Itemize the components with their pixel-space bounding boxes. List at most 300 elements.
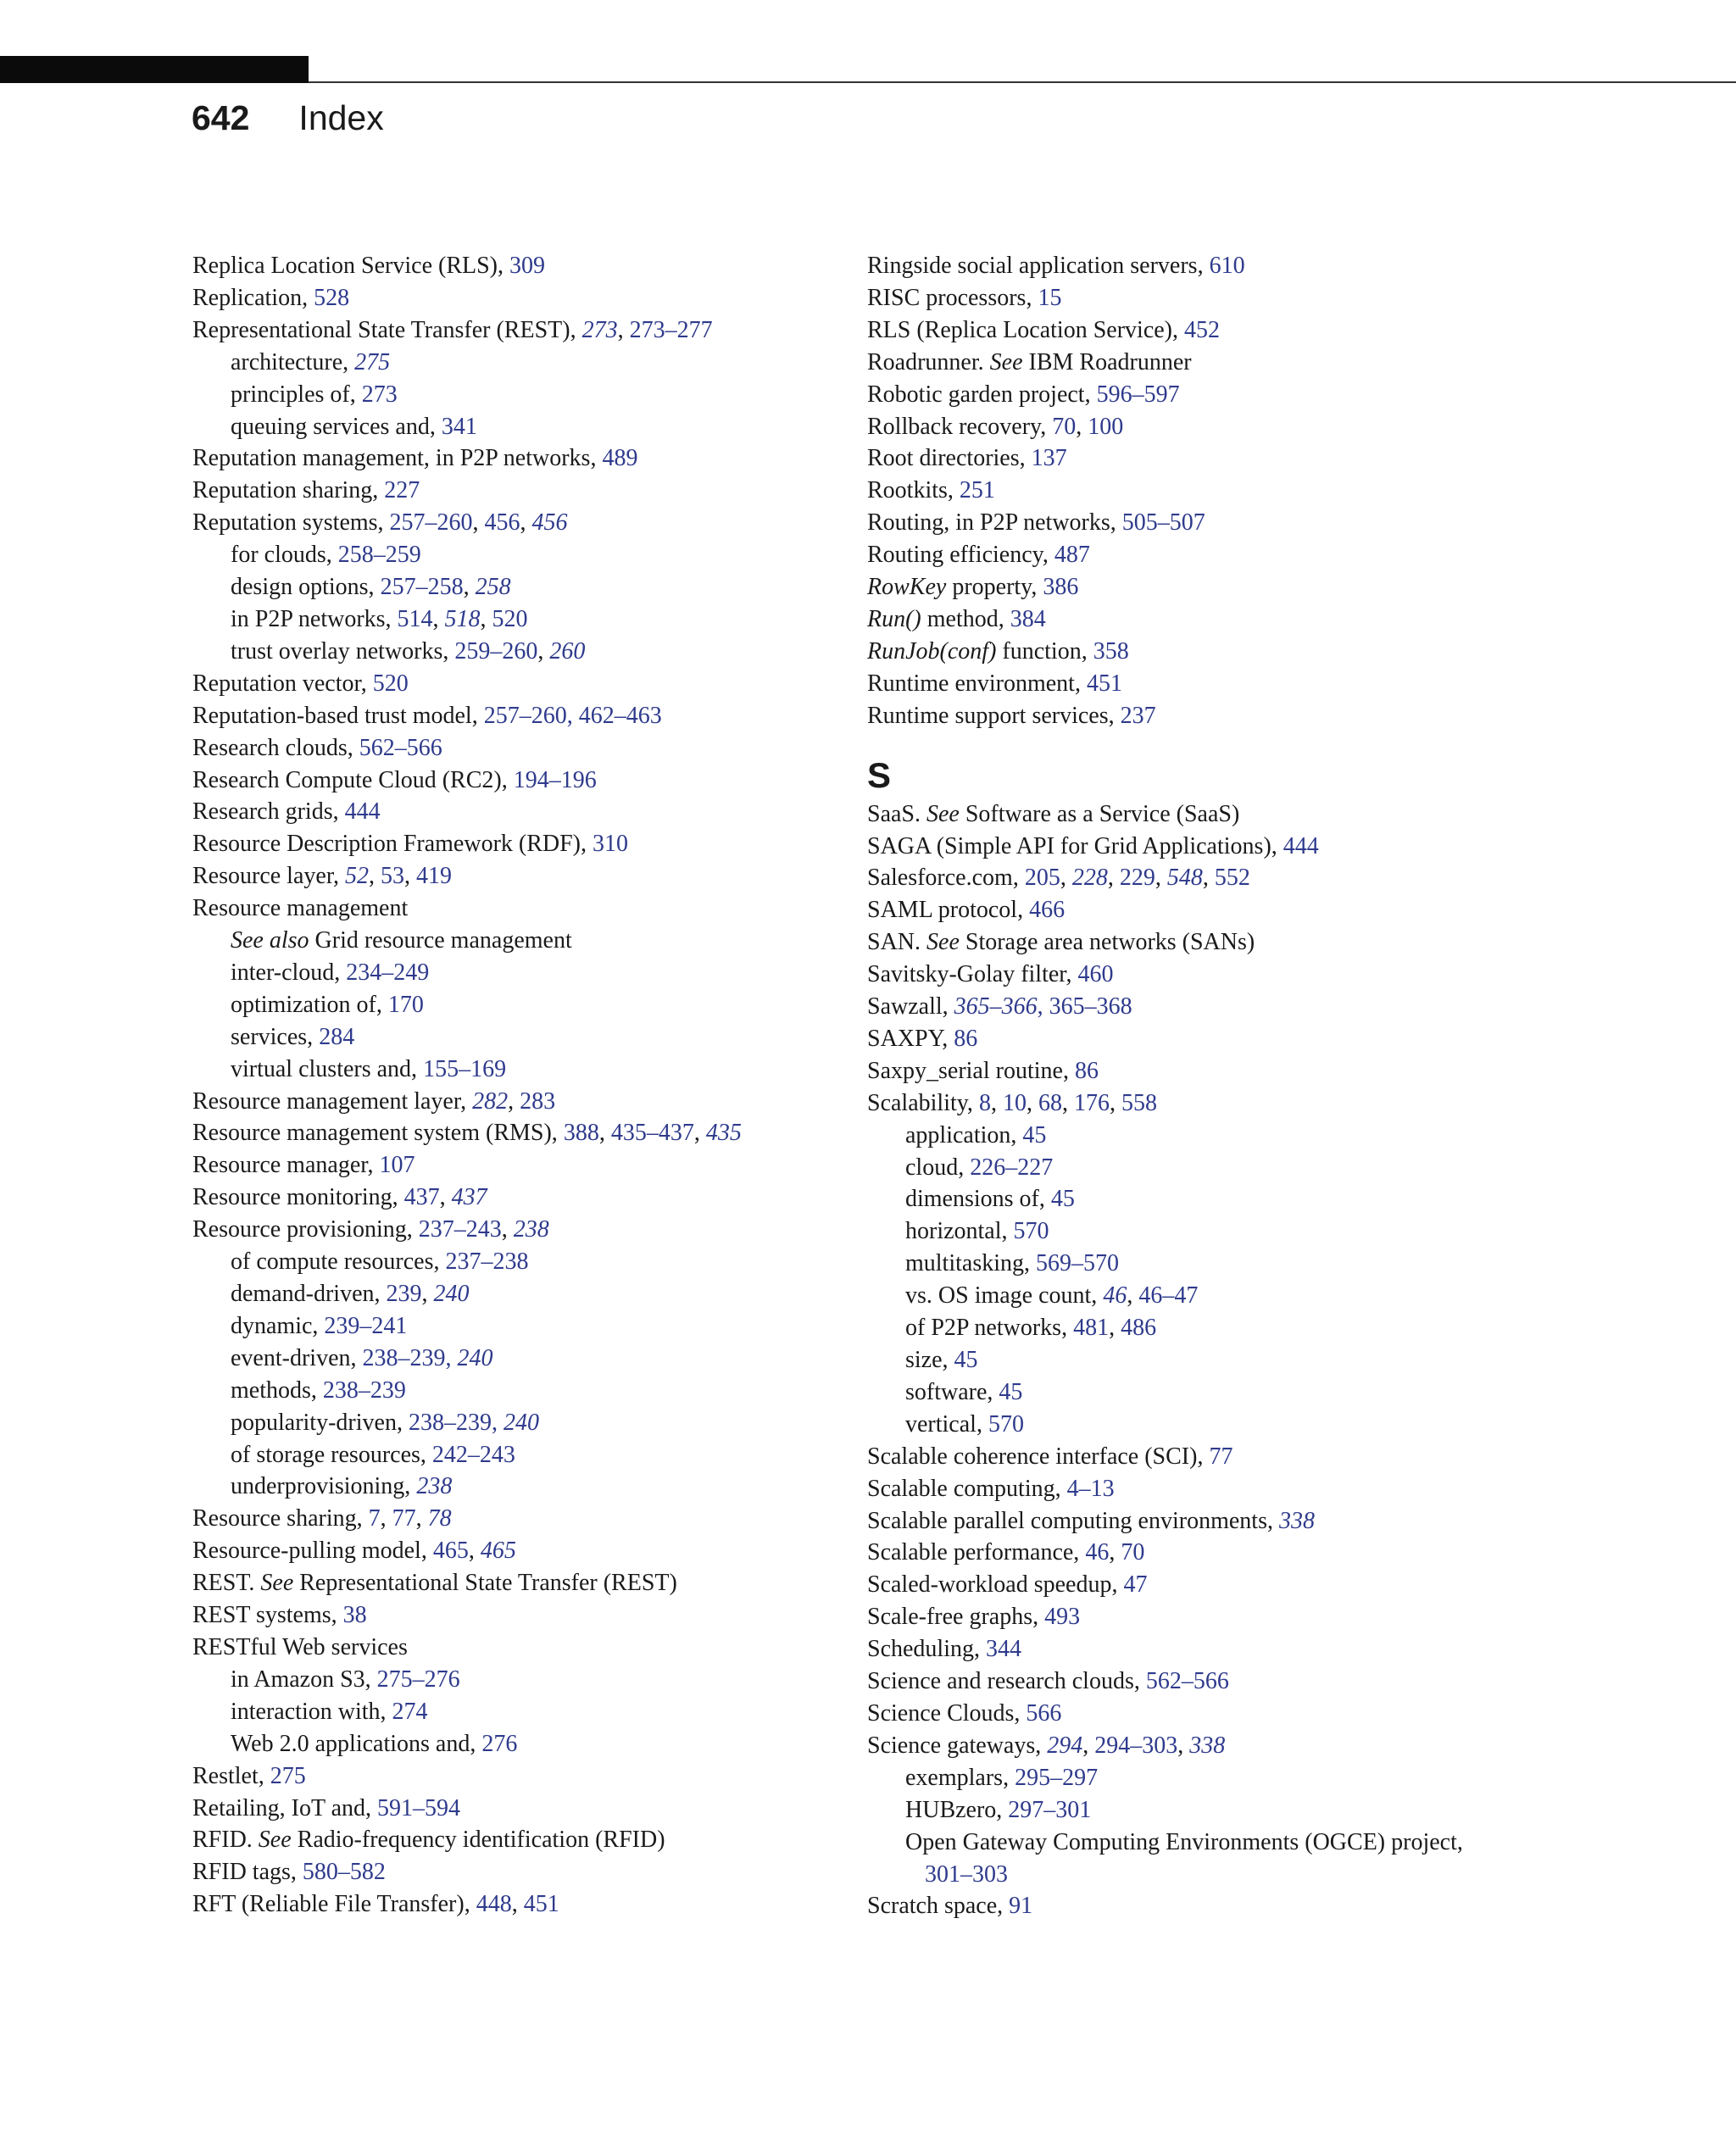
page-reference[interactable]: 520: [372, 670, 409, 697]
index-subentry: [192, 347, 837, 379]
index-entry: [192, 1567, 837, 1599]
page-reference[interactable]: 238: [513, 1216, 549, 1243]
page-reference[interactable]: 548: [1166, 865, 1203, 892]
entry-term: Resource management layer,: [192, 1087, 473, 1115]
page-reference[interactable]: 481: [1073, 1315, 1110, 1342]
entry-term: REST systems,: [192, 1602, 343, 1629]
index-subentry: [192, 1696, 837, 1728]
page-reference[interactable]: 273: [361, 381, 398, 408]
index-subentry: [192, 989, 837, 1021]
page-reference[interactable]: 229: [1119, 865, 1155, 892]
index-entry-continuation: [867, 1859, 1715, 1891]
index-subentry: [192, 1471, 837, 1503]
entry-term: ,: [520, 509, 532, 537]
page-reference[interactable]: 276: [481, 1730, 518, 1757]
entry-term: ,: [1177, 1732, 1190, 1759]
page-reference[interactable]: 240: [503, 1409, 539, 1436]
index-entry: [867, 894, 1715, 926]
page-reference[interactable]: 240: [457, 1344, 493, 1371]
page-reference[interactable]: 596–597: [1096, 381, 1180, 408]
page-reference[interactable]: 10: [1002, 1089, 1027, 1116]
index-entry: [867, 991, 1715, 1023]
page-reference[interactable]: 365–366: [954, 993, 1038, 1020]
page-reference[interactable]: 283: [520, 1087, 556, 1115]
index-entry: [192, 860, 837, 893]
page-reference[interactable]: 238: [416, 1473, 453, 1500]
page-reference[interactable]: 86: [954, 1025, 978, 1052]
index-entry: [192, 1793, 837, 1825]
index-entry: [192, 250, 837, 282]
see-reference: Run(): [867, 605, 921, 632]
page-reference[interactable]: 610: [1209, 253, 1245, 279]
entry-term: Software as a Service (SaaS): [959, 800, 1240, 827]
page-reference[interactable]: 47: [1123, 1571, 1148, 1599]
index-entry: [867, 926, 1715, 959]
page-reference[interactable]: 437: [403, 1184, 440, 1211]
page-reference[interactable]: 77: [1209, 1443, 1233, 1470]
page-reference[interactable]: 456: [531, 509, 568, 537]
index-group-s: [867, 798, 1715, 1923]
page-reference[interactable]: 242–243: [431, 1441, 515, 1468]
entry-term: function,: [996, 637, 1093, 665]
page-reference[interactable]: 301–303: [925, 1860, 1008, 1888]
index-subentry: [867, 1827, 1715, 1859]
page-reference[interactable]: 358: [1093, 637, 1129, 665]
index-entry: [192, 1856, 837, 1888]
page-reference[interactable]: 70: [1121, 1539, 1145, 1566]
entry-term: services,: [231, 1023, 320, 1050]
page-reference[interactable]: 282: [472, 1087, 509, 1115]
page-reference[interactable]: 91: [1009, 1893, 1033, 1920]
entry-term: ,: [537, 637, 550, 665]
entry-term: ,: [1109, 1539, 1121, 1566]
page-reference[interactable]: 552: [1214, 865, 1250, 892]
see-reference: RowKey: [867, 574, 947, 601]
entry-term: Reputation-based trust model,: [192, 702, 484, 729]
index-subentry: [192, 1021, 837, 1054]
index-subentry: [192, 636, 837, 668]
page-reference[interactable]: 570: [988, 1410, 1024, 1438]
entry-term: Representational State Transfer (REST): [293, 1570, 677, 1597]
page-reference[interactable]: 238–239: [322, 1376, 406, 1404]
entry-term: Scheduling,: [867, 1636, 986, 1663]
entry-term: Routing, in P2P networks,: [867, 509, 1122, 537]
page-reference[interactable]: 77: [392, 1505, 416, 1532]
index-entry: [192, 314, 837, 347]
page-reference[interactable]: 176: [1073, 1089, 1110, 1116]
entry-term: Science Clouds,: [867, 1699, 1027, 1727]
page-reference[interactable]: 514: [397, 605, 433, 632]
entry-term: ,: [421, 1281, 434, 1307]
entry-term: Reputation sharing,: [192, 477, 385, 504]
index-entry: [867, 314, 1715, 347]
index-entry: [192, 700, 837, 732]
page-reference[interactable]: 53: [381, 863, 405, 890]
entry-term: ,: [472, 509, 485, 537]
entry-term: interaction with,: [231, 1698, 392, 1725]
entry-term: IBM Roadrunner: [1022, 348, 1192, 375]
page-reference[interactable]: 452: [1184, 316, 1220, 343]
index-entry: [867, 1730, 1715, 1762]
page-reference[interactable]: 569–570: [1036, 1250, 1119, 1277]
page-reference[interactable]: 239–241: [324, 1312, 408, 1339]
see-reference: See also: [231, 927, 309, 954]
page-reference[interactable]: 227: [384, 477, 420, 504]
page-reference[interactable]: 237: [1120, 702, 1156, 729]
entry-term: dynamic,: [231, 1312, 325, 1339]
page-reference[interactable]: 465: [480, 1538, 516, 1565]
page-reference[interactable]: 86: [1074, 1057, 1099, 1084]
page-reference[interactable]: 341: [441, 413, 477, 440]
index-subentry: [192, 571, 837, 603]
index-subentry: [867, 1762, 1715, 1794]
page-reference[interactable]: 493: [1044, 1604, 1081, 1631]
page-reference[interactable]: 257–258: [380, 574, 464, 601]
page-reference[interactable]: 591–594: [377, 1794, 460, 1821]
see-reference: See: [989, 348, 1023, 375]
page-reference[interactable]: 273–277: [629, 316, 713, 343]
page-reference[interactable]: 194–196: [513, 766, 597, 793]
entry-term: ,: [463, 574, 476, 601]
page-reference[interactable]: 68: [1038, 1089, 1062, 1116]
entry-term: Replica Location Service (RLS),: [192, 253, 509, 279]
see-reference: RunJob(conf): [867, 637, 997, 665]
entry-term: Research grids,: [192, 798, 345, 826]
entry-term: ,: [439, 1184, 452, 1211]
entry-term: Resource-pulling model,: [192, 1538, 433, 1565]
index-subentry: [867, 1183, 1715, 1215]
entry-term: Scalable performance,: [867, 1539, 1086, 1566]
page-reference[interactable]: ,: [1037, 993, 1049, 1020]
page-reference[interactable]: 487: [1054, 542, 1090, 569]
index-entry: [192, 1535, 837, 1567]
entry-term: cloud,: [905, 1154, 971, 1181]
page-reference[interactable]: 451: [1086, 670, 1122, 697]
entry-term: Science gateways,: [867, 1732, 1048, 1759]
page-number: 642: [192, 98, 250, 137]
index-entry: [192, 668, 837, 700]
page-reference[interactable]: 251: [959, 477, 995, 504]
entry-term: ,: [501, 1216, 514, 1243]
index-entry: [867, 862, 1715, 894]
index-entry: [192, 1599, 837, 1632]
page-reference[interactable]: 294–303: [1094, 1732, 1178, 1759]
index-entry: [192, 765, 837, 797]
page-reference[interactable]: 465: [432, 1538, 469, 1565]
see-reference: See: [926, 929, 960, 956]
page-reference[interactable]: 309: [509, 253, 545, 279]
index-subentry: [192, 1343, 837, 1375]
entry-term: SAGA (Simple API for Grid Applications),: [867, 832, 1283, 859]
page-reference[interactable]: 384: [1010, 605, 1046, 632]
page-reference[interactable]: 444: [1283, 832, 1319, 859]
page-reference[interactable]: 8: [978, 1089, 991, 1116]
page-reference[interactable]: 45: [999, 1378, 1023, 1405]
entry-term: HUBzero,: [905, 1796, 1009, 1823]
page-reference[interactable]: 170: [387, 991, 424, 1018]
entry-term: RFID.: [192, 1827, 259, 1854]
page-reference[interactable]: 570: [1013, 1218, 1049, 1245]
entry-term: vs. OS image count,: [905, 1282, 1104, 1310]
index-entry: [192, 282, 837, 314]
page-reference[interactable]: 237–243: [418, 1216, 502, 1243]
entry-term: Resource provisioning,: [192, 1216, 419, 1243]
entry-term: Saxpy_serial routine,: [867, 1057, 1075, 1084]
index-entry: [867, 442, 1715, 475]
page-reference[interactable]: 284: [319, 1023, 355, 1050]
index-subentry: [192, 411, 837, 443]
page-reference[interactable]: 466: [1029, 897, 1066, 924]
page-reference[interactable]: 448: [476, 1891, 512, 1918]
index-entry: [192, 1214, 837, 1246]
page-reference[interactable]: 155–169: [423, 1055, 507, 1082]
page-reference[interactable]: 240: [433, 1281, 470, 1307]
index-entry: [867, 1441, 1715, 1473]
entry-term: Robotic garden project,: [867, 381, 1097, 408]
index-subentry: [192, 539, 837, 571]
page-reference[interactable]: 338: [1278, 1507, 1315, 1534]
index-subentry: [867, 1152, 1715, 1184]
page-reference[interactable]: 528: [314, 284, 350, 311]
header-bar: [0, 56, 309, 83]
entry-term: Representational State Transfer (REST),: [192, 316, 582, 343]
entry-term: Resource management system (RMS),: [192, 1120, 564, 1147]
page-reference[interactable]: 437: [451, 1184, 487, 1211]
entry-term: ,: [1082, 1732, 1095, 1759]
page-reference[interactable]: 486: [1121, 1315, 1157, 1342]
index-entry: [192, 1760, 837, 1793]
page-reference[interactable]: 239: [386, 1281, 422, 1307]
page-reference[interactable]: 274: [392, 1698, 428, 1725]
page-reference[interactable]: 419: [416, 863, 453, 890]
page-reference[interactable]: 205: [1024, 865, 1060, 892]
entry-term: design options,: [231, 574, 381, 601]
index-entry: [192, 796, 837, 828]
index-entry: [192, 732, 837, 765]
entry-term: SAML protocol,: [867, 897, 1030, 924]
entry-term: Runtime environment,: [867, 670, 1087, 697]
index-subentry: [867, 1248, 1715, 1280]
index-subentry: [192, 1439, 837, 1471]
entry-term: Reputation vector,: [192, 670, 373, 697]
page-reference[interactable]: 258: [475, 574, 511, 601]
entry-term: architecture,: [231, 348, 355, 375]
page-reference[interactable]: 275–276: [376, 1666, 460, 1693]
entry-term: Grid resource management: [309, 927, 572, 954]
entry-term: SaaS.: [867, 800, 926, 827]
entry-term: dimensions of,: [905, 1186, 1051, 1213]
page-reference[interactable]: 310: [593, 831, 629, 858]
entry-term: RESTful Web services: [192, 1633, 408, 1660]
see-reference: See: [258, 1827, 292, 1854]
entry-term: ,: [1026, 1089, 1038, 1116]
entry-term: RISC processors,: [867, 284, 1038, 311]
page-reference[interactable]: 275: [270, 1762, 306, 1789]
index-subentry: [867, 1120, 1715, 1152]
index-entry: [192, 1503, 837, 1535]
page-reference[interactable]: 52: [345, 863, 370, 890]
page-reference[interactable]: 520: [492, 605, 528, 632]
page-reference[interactable]: 558: [1121, 1089, 1157, 1116]
index-entry: [867, 250, 1715, 282]
entry-term: ,: [1061, 1089, 1074, 1116]
index-subentry: [867, 1794, 1715, 1827]
index-entry: [867, 1087, 1715, 1120]
page-reference[interactable]: 297–301: [1008, 1796, 1092, 1823]
index-entry: [867, 1473, 1715, 1505]
page-reference[interactable]: 386: [1043, 574, 1079, 601]
page-reference[interactable]: 295–297: [1015, 1764, 1099, 1791]
entry-term: application,: [905, 1121, 1023, 1148]
entry-term: Scalability,: [867, 1089, 979, 1116]
page-reference[interactable]: 451: [523, 1891, 559, 1918]
index-column-right: [867, 250, 1715, 1922]
page-reference[interactable]: 46–47: [1138, 1282, 1199, 1310]
index-entry: [867, 798, 1715, 831]
entry-term: SAXPY,: [867, 1025, 954, 1052]
index-entry: [867, 1633, 1715, 1666]
page-reference[interactable]: 78: [427, 1505, 452, 1532]
index-entry: [192, 893, 837, 925]
page-reference[interactable]: 580–582: [302, 1859, 386, 1886]
index-subentry: [192, 379, 837, 411]
index-entry: [867, 411, 1715, 443]
page-reference[interactable]: 226–227: [970, 1154, 1054, 1181]
page-reference[interactable]: 46: [1103, 1282, 1127, 1310]
entry-term: for clouds,: [231, 542, 338, 569]
page-reference[interactable]: 562–566: [1145, 1668, 1229, 1695]
entry-term: ,: [1202, 865, 1215, 892]
page-reference[interactable]: 4–13: [1066, 1475, 1115, 1502]
index-entry: [867, 1569, 1715, 1601]
entry-term: Resource layer,: [192, 863, 346, 890]
page-reference[interactable]: 7: [368, 1505, 381, 1532]
header-rule: [309, 81, 1736, 83]
page-reference[interactable]: 460: [1077, 961, 1114, 988]
index-entry: [192, 1888, 837, 1921]
entry-term: Resource management: [192, 895, 409, 922]
entry-term: Research Compute Cloud (RC2),: [192, 766, 514, 793]
page-reference[interactable]: 45: [954, 1347, 978, 1373]
entry-term: Resource monitoring,: [192, 1184, 404, 1211]
page-reference[interactable]: 70: [1052, 413, 1077, 440]
page-reference[interactable]: 228: [1071, 865, 1108, 892]
entry-term: ,: [432, 605, 445, 632]
page-reference[interactable]: 45: [1050, 1186, 1075, 1213]
page-reference[interactable]: 257–260: [389, 509, 473, 537]
page-reference[interactable]: 435–437: [610, 1120, 694, 1147]
index-subentry: [192, 1310, 837, 1343]
entry-term: Root directories,: [867, 445, 1032, 472]
index-entry: [192, 1086, 837, 1118]
page-reference[interactable]: 137: [1031, 445, 1067, 472]
entry-term: in Amazon S3,: [231, 1666, 377, 1693]
running-head: [192, 95, 384, 141]
page-reference[interactable]: 258–259: [337, 542, 421, 569]
page-reference[interactable]: 259–260: [454, 637, 538, 665]
entry-term: underprovisioning,: [231, 1473, 417, 1500]
entry-term: ,: [1107, 865, 1120, 892]
page-reference[interactable]: 435: [705, 1120, 742, 1147]
index-entry: [192, 828, 837, 860]
index-entry: [867, 700, 1715, 732]
entry-term: principles of,: [231, 381, 362, 408]
entry-term: Resource sharing,: [192, 1505, 369, 1532]
entry-term: Resource Description Framework (RDF),: [192, 831, 593, 858]
index-entry: [867, 1537, 1715, 1569]
page-reference[interactable]: 444: [344, 798, 381, 826]
index-entry: [192, 1117, 837, 1149]
page-reference[interactable]: 275: [354, 348, 391, 375]
entry-term: software,: [905, 1378, 999, 1405]
page-title: Index: [298, 98, 384, 137]
entry-term: Roadrunner.: [867, 348, 990, 375]
entry-term: ,: [990, 1089, 1003, 1116]
page-reference[interactable]: 566: [1026, 1699, 1062, 1727]
page-reference[interactable]: 46: [1085, 1539, 1110, 1566]
page-reference[interactable]: 100: [1088, 413, 1124, 440]
index-entry: [867, 539, 1715, 571]
index-column-left: [192, 250, 837, 1921]
page-reference[interactable]: 456: [484, 509, 520, 537]
page-reference[interactable]: 15: [1038, 284, 1062, 311]
entry-term: trust overlay networks,: [231, 637, 455, 665]
entry-term: Reputation management, in P2P networks,: [192, 445, 603, 472]
page-reference[interactable]: 238–239,: [408, 1409, 504, 1436]
entry-term: queuing services and,: [231, 413, 442, 440]
index-entry: [867, 1890, 1715, 1922]
page-reference[interactable]: 365–368: [1049, 993, 1132, 1020]
index-subentry: [192, 1375, 837, 1407]
section-letter: S: [867, 754, 892, 795]
entry-term: RFID tags,: [192, 1859, 303, 1886]
page-reference[interactable]: 273: [581, 316, 618, 343]
entry-term: SAN.: [867, 929, 927, 956]
page-reference[interactable]: 505–507: [1121, 509, 1205, 537]
entry-term: ,: [511, 1891, 524, 1918]
entry-term: optimization of,: [231, 991, 388, 1018]
index-entry: [867, 282, 1715, 314]
page-reference[interactable]: 344: [986, 1636, 1021, 1663]
page-reference[interactable]: 237–238: [445, 1248, 529, 1276]
index-entry: [867, 1666, 1715, 1698]
index-entry: [867, 1601, 1715, 1633]
page-reference[interactable]: 238–239,: [362, 1344, 458, 1371]
entry-term: Storage area networks (SANs): [959, 929, 1255, 956]
entry-term: virtual clusters and,: [231, 1055, 424, 1082]
page-reference[interactable]: 234–249: [346, 959, 430, 986]
page-reference[interactable]: 518: [444, 605, 481, 632]
page-reference[interactable]: 388: [563, 1120, 599, 1147]
page-reference[interactable]: 257–260, 462–463: [483, 702, 662, 729]
entry-term: ,: [1127, 1282, 1139, 1310]
page-reference[interactable]: 489: [602, 445, 638, 472]
index-entry: [867, 507, 1715, 539]
page-reference[interactable]: 562–566: [359, 734, 442, 761]
page-reference[interactable]: 38: [342, 1602, 367, 1629]
page-reference[interactable]: 107: [379, 1152, 415, 1179]
entry-term: Rootkits,: [867, 477, 960, 504]
entry-term: inter-cloud,: [231, 959, 347, 986]
entry-term: property,: [946, 574, 1043, 601]
page-reference[interactable]: 260: [549, 637, 586, 665]
entry-term: Scalable computing,: [867, 1475, 1067, 1502]
page-reference[interactable]: 294: [1047, 1732, 1083, 1759]
entry-term: Restlet,: [192, 1762, 270, 1789]
page-reference[interactable]: 45: [1022, 1121, 1047, 1148]
entry-term: methods,: [231, 1376, 323, 1404]
page-reference[interactable]: 338: [1189, 1732, 1226, 1759]
